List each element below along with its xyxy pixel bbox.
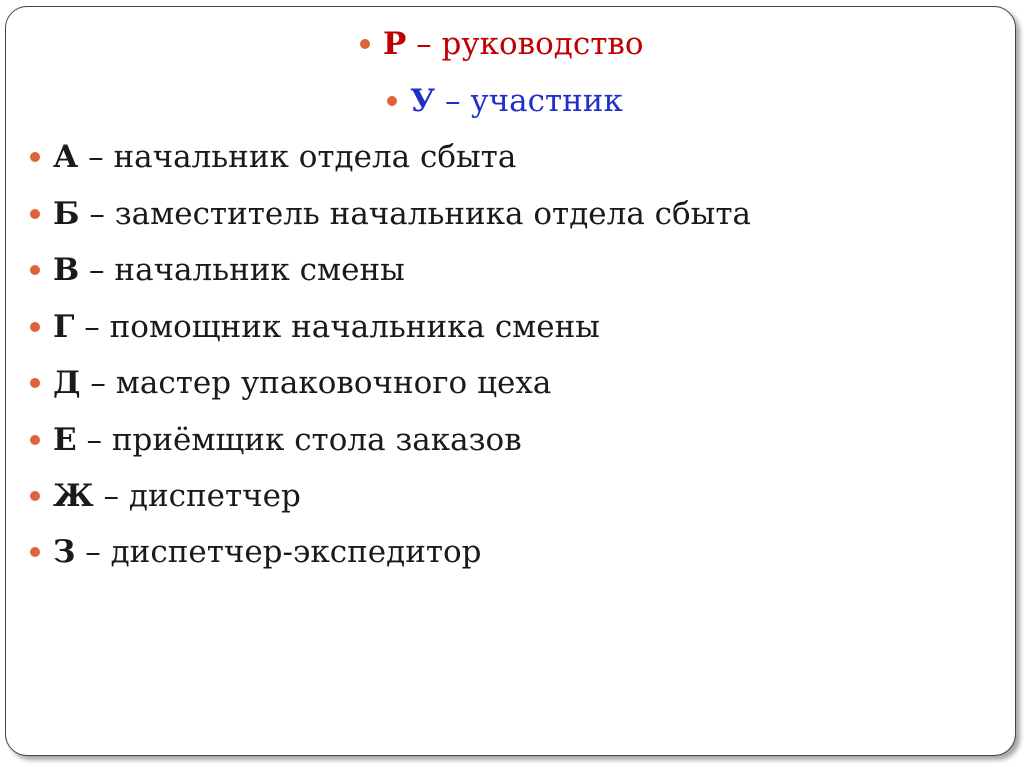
bullet-icon	[30, 378, 40, 388]
role-text: приёмщик стола заказов	[111, 422, 522, 458]
role-letter: Ж	[53, 478, 94, 514]
legend-text: руководство	[441, 26, 644, 62]
bullet-icon	[30, 435, 40, 445]
legend-text: участник	[470, 83, 623, 119]
role-separator: –	[80, 365, 116, 401]
role-text: диспетчер-экспедитор	[110, 534, 482, 570]
role-separator: –	[75, 534, 111, 570]
list-item	[30, 415, 522, 465]
role-separator: –	[78, 139, 114, 175]
legend-separator: –	[435, 83, 471, 119]
bullet-icon	[30, 322, 40, 332]
role-text: начальник отдела сбыта	[113, 139, 517, 175]
list-item	[30, 527, 482, 577]
role-letter: Б	[53, 196, 80, 232]
bullet-icon	[30, 491, 40, 501]
bullet-icon	[387, 96, 397, 106]
role-text: заместитель начальника отдела сбыта	[114, 196, 751, 232]
list-item	[30, 471, 301, 521]
role-separator: –	[76, 422, 112, 458]
legend-item-participant	[387, 76, 623, 126]
role-separator: –	[79, 252, 115, 288]
role-letter: Г	[53, 309, 75, 345]
role-letter: Е	[53, 422, 77, 458]
role-separator: –	[74, 309, 110, 345]
list-item	[30, 358, 551, 408]
role-letter: А	[53, 139, 79, 175]
legend-letter: У	[410, 83, 436, 119]
bullet-icon	[30, 265, 40, 275]
legend-letter: Р	[383, 26, 407, 62]
bullet-icon	[360, 39, 370, 49]
role-text: мастер упаковочного цеха	[115, 365, 552, 401]
bullet-icon	[30, 209, 40, 219]
role-letter: Д	[53, 365, 81, 401]
legend-item-management	[360, 19, 644, 69]
list-item	[30, 302, 600, 352]
role-separator: –	[79, 196, 115, 232]
list-item	[30, 189, 751, 239]
bullet-icon	[30, 547, 40, 557]
role-letter: В	[53, 252, 80, 288]
role-text: помощник начальника смены	[109, 309, 600, 345]
legend-separator: –	[406, 26, 442, 62]
list-item	[30, 132, 516, 182]
role-letter: З	[53, 534, 76, 570]
bullet-icon	[30, 152, 40, 162]
role-text: диспетчер	[128, 478, 301, 514]
role-separator: –	[93, 478, 129, 514]
list-item	[30, 245, 405, 295]
role-text: начальник смены	[114, 252, 405, 288]
